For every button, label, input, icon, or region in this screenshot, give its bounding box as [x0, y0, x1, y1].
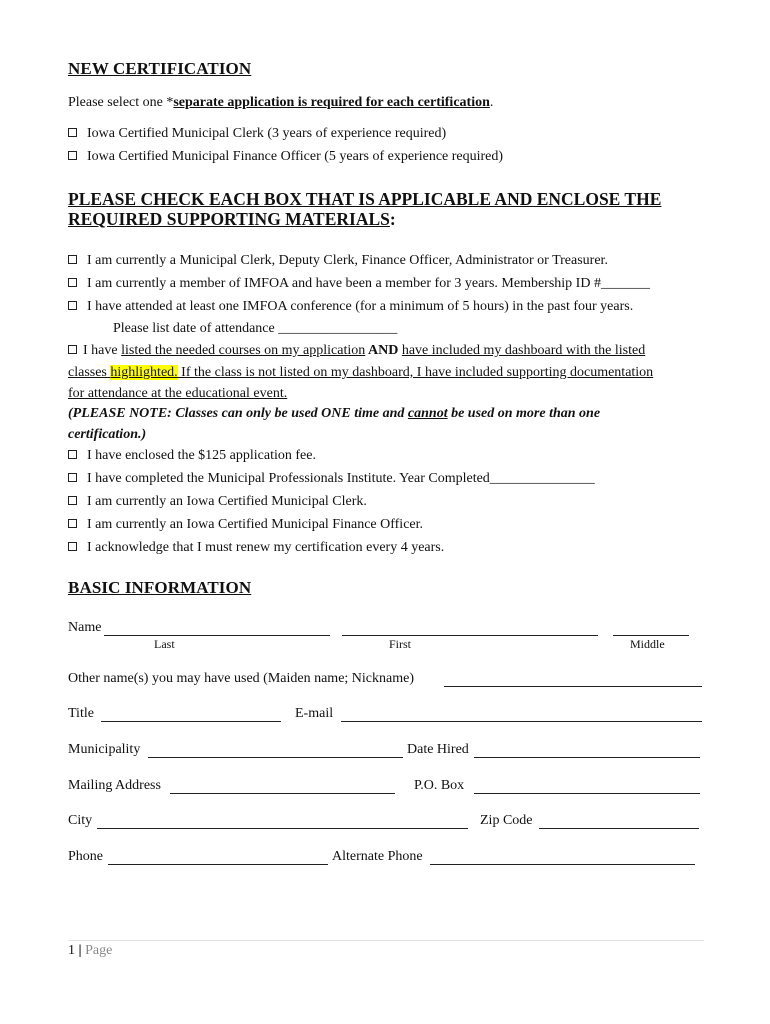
name-label: Name	[68, 620, 102, 635]
instructions-emphasis: separate application is required for each certification	[173, 95, 490, 110]
checkbox[interactable]	[68, 345, 77, 354]
item-renewal-acknowledgement[interactable]	[68, 540, 444, 556]
mailing-address-label: Mailing Address	[68, 778, 161, 793]
option-label: Iowa Certified Municipal Clerk (3 years of experience required)	[87, 126, 447, 141]
checkbox[interactable]	[68, 450, 77, 459]
option-finance-officer[interactable]	[68, 149, 503, 165]
new-certification-heading: NEW CERTIFICATION	[68, 59, 252, 78]
item-institute-completed[interactable]	[68, 471, 595, 487]
page-footer	[68, 943, 112, 959]
note-cannot: cannot	[407, 406, 448, 421]
courses-text-underlined: listed the needed courses on my application	[121, 343, 366, 358]
item-label: I have enclosed the $125 application fee.	[87, 448, 316, 463]
checkbox[interactable]	[68, 128, 77, 137]
item-label: I have completed the Municipal Professionals Institute. Year Completed_______________	[87, 471, 595, 486]
checkbox[interactable]	[68, 473, 77, 482]
phone-input[interactable]	[108, 851, 328, 869]
checkbox[interactable]	[68, 519, 77, 528]
item-fee-enclosed[interactable]	[68, 448, 316, 464]
other-names-input[interactable]	[444, 673, 702, 691]
item-label: I acknowledge that I must renew my certification every 4 years.	[87, 540, 445, 555]
heading-colon: :	[389, 209, 396, 229]
courses-line-3: for attendance at the educational event.	[68, 386, 288, 401]
check-boxes-heading	[68, 189, 661, 229]
item-imfoa-member[interactable]	[68, 276, 650, 292]
checkbox[interactable]	[68, 255, 77, 264]
page-separator: |	[75, 943, 86, 958]
attendance-date-field[interactable]: Please list date of attendance _________________	[113, 321, 398, 336]
courses-text-underlined: have included my dashboard with the listed	[401, 343, 646, 358]
instructions-suffix: .	[489, 95, 494, 110]
item-current-role[interactable]	[68, 253, 608, 269]
option-label: Iowa Certified Municipal Finance Officer (5 years of experience required)	[87, 149, 504, 164]
courses-and: AND	[365, 343, 402, 358]
item-certified-clerk[interactable]	[68, 494, 367, 510]
middle-caption: Middle	[630, 637, 665, 651]
courses-text: I have	[83, 343, 122, 358]
po-box-input[interactable]	[474, 780, 700, 798]
item-label: I have attended at least one IMFOA conference (for a minimum of 5 hours) in the past four years.	[87, 299, 634, 314]
courses-text: If the class is not listed on my dashboard, I have included supporting documentation	[177, 365, 654, 380]
basic-information-heading: BASIC INFORMATION	[68, 578, 252, 597]
item-label: I am currently a Municipal Clerk, Deputy Clerk, Finance Officer, Administrator or Treasurer.	[87, 253, 608, 268]
alternate-phone-input[interactable]	[430, 851, 695, 869]
zip-code-input[interactable]	[539, 815, 699, 833]
page-word: Page	[85, 943, 113, 958]
last-name-input[interactable]	[104, 622, 330, 640]
note-text: be used on more than one	[447, 406, 601, 421]
po-box-label: P.O. Box	[414, 778, 465, 793]
item-conference-attended[interactable]	[68, 299, 633, 315]
email-input[interactable]	[341, 708, 702, 726]
first-caption: First	[389, 637, 412, 651]
courses-text: classes	[68, 365, 111, 380]
date-hired-label: Date Hired	[407, 742, 469, 757]
checkbox[interactable]	[68, 496, 77, 505]
footer-divider	[68, 940, 704, 941]
courses-line-2	[68, 365, 653, 381]
first-name-input[interactable]	[342, 622, 598, 640]
last-caption: Last	[154, 637, 175, 651]
checkbox[interactable]	[68, 151, 77, 160]
date-hired-input[interactable]	[474, 744, 700, 762]
zip-code-label: Zip Code	[480, 813, 533, 828]
item-label: I am currently an Iowa Certified Municipal Clerk.	[87, 494, 367, 509]
checkbox[interactable]	[68, 301, 77, 310]
municipality-label: Municipality	[68, 742, 141, 757]
phone-label: Phone	[68, 849, 103, 864]
item-label: I am currently a member of IMFOA and have been a member for 3 years. Membership ID #_______	[87, 276, 650, 291]
mailing-address-input[interactable]	[170, 780, 395, 798]
city-label: City	[68, 813, 93, 828]
courses-highlighted-word: highlighted.	[110, 365, 178, 380]
alternate-phone-label: Alternate Phone	[332, 849, 423, 864]
title-input[interactable]	[101, 708, 281, 726]
selection-instructions	[68, 95, 493, 111]
item-courses-listed[interactable]	[68, 343, 645, 359]
municipality-input[interactable]	[148, 744, 403, 762]
title-label: Title	[68, 706, 94, 721]
note-text: (PLEASE NOTE: Classes can only be used ONE time and	[68, 406, 408, 421]
heading-line-1: PLEASE CHECK EACH BOX THAT IS APPLICABLE AND ENCLOSE THE	[68, 189, 662, 209]
note-line-2: certification.)	[68, 427, 147, 442]
option-municipal-clerk[interactable]	[68, 126, 446, 142]
item-label: I am currently an Iowa Certified Municipal Finance Officer.	[87, 517, 424, 532]
city-input[interactable]	[97, 815, 468, 833]
item-certified-finance-officer[interactable]	[68, 517, 423, 533]
other-names-label: Other name(s) you may have used (Maiden name; Nickname)	[68, 671, 414, 686]
heading-line-2: REQUIRED SUPPORTING MATERIALS	[68, 209, 390, 229]
email-label: E-mail	[295, 706, 334, 721]
checkbox[interactable]	[68, 278, 77, 287]
checkbox[interactable]	[68, 542, 77, 551]
note-line-1	[68, 406, 600, 422]
instructions-prefix: Please select one *	[68, 95, 174, 110]
page-number: 1	[68, 943, 75, 958]
